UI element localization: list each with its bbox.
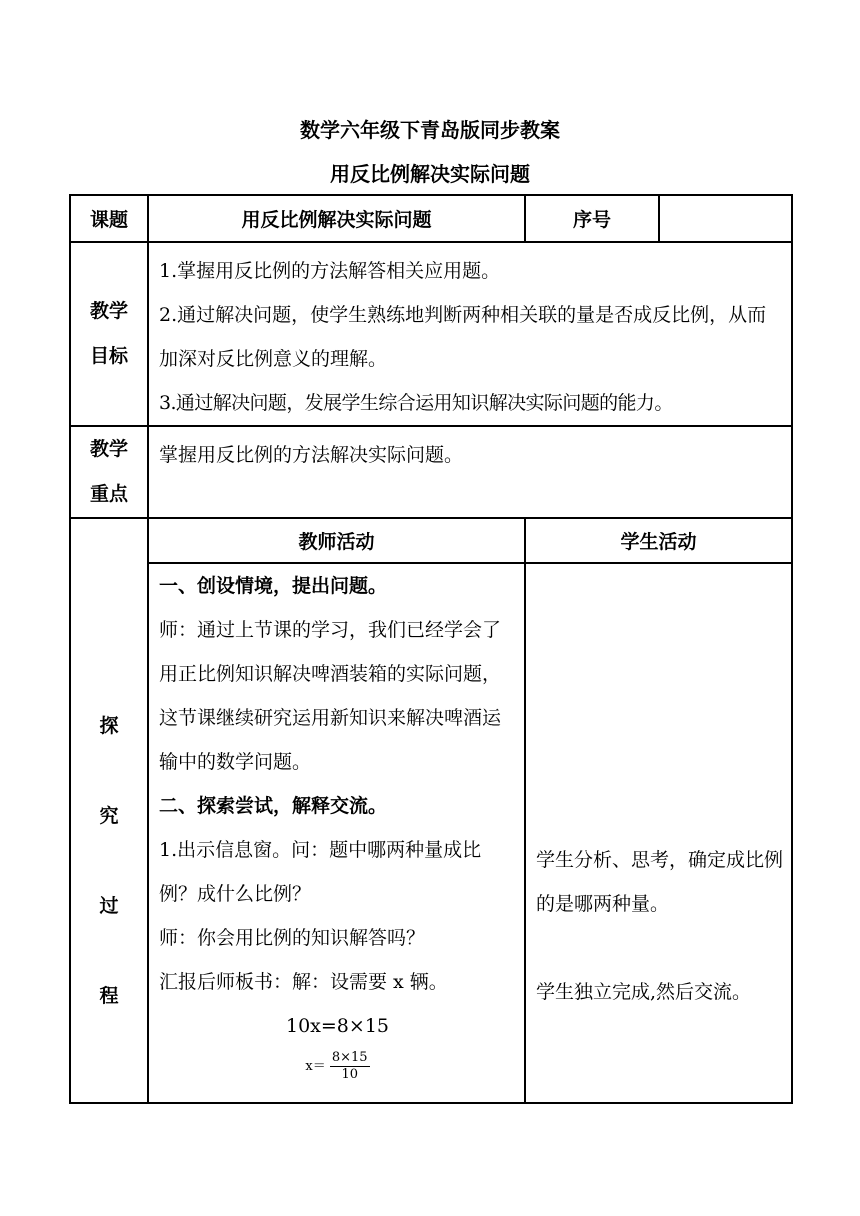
- section-heading: 二、探索尝试，解释交流。: [159, 795, 388, 817]
- teacher-paragraph: 师：通过上节课的学习，我们已经学会了用正比例知识解决啤酒装箱的实际问题，这节课继续研究运用新知识来解决啤酒运输中的数学问题。: [159, 619, 502, 773]
- lesson-subtitle: 用反比例解决实际问题: [330, 162, 530, 186]
- teacher-paragraph: 汇报后师板书：解：设需要 x 辆。: [159, 971, 448, 993]
- equation: 10x=8×15: [286, 1015, 389, 1037]
- seq-value: [659, 195, 792, 242]
- goal-item: 1.掌握用反比例的方法解答相关应用题。: [159, 260, 501, 282]
- fraction: [330, 1050, 370, 1083]
- teacher-activity-cell: [148, 563, 525, 1103]
- topic-row: [70, 195, 792, 242]
- page-title: 数学六年级下青岛版同步教案: [300, 118, 560, 142]
- fraction-equation: [159, 1050, 516, 1083]
- student-paragraph: 学生分析、思考，确定成比例的是哪两种量。: [536, 849, 784, 915]
- topic-value: 用反比例解决实际问题: [148, 195, 525, 242]
- fraction-numerator: 8×15: [331, 1050, 368, 1065]
- focus-row: [70, 426, 792, 518]
- student-activity-cell: [525, 563, 792, 1103]
- student-activity-header: 学生活动: [525, 518, 792, 563]
- goals-label: 教学目标: [70, 242, 148, 426]
- process-char: 程: [99, 984, 119, 1007]
- process-char: 究: [99, 804, 119, 827]
- student-paragraph: 学生独立完成,然后交流。: [536, 981, 752, 1003]
- activity-header-row: [70, 518, 792, 563]
- process-char: 探: [99, 714, 119, 737]
- goals-row: [70, 242, 792, 426]
- process-char: 过: [99, 894, 119, 917]
- goal-item: 3.通过解决问题，发展学生综合运用知识解决实际问题的能力。: [159, 392, 673, 414]
- focus-label: 教学重点: [70, 426, 148, 518]
- teacher-paragraph: 1.出示信息窗。问：题中哪两种量成比例？成什么比例？: [159, 839, 482, 905]
- focus-text: 掌握用反比例的方法解决实际问题。: [148, 426, 792, 518]
- teacher-paragraph: 师：你会用比例的知识解答吗？: [159, 927, 426, 949]
- goals-cell: [148, 242, 792, 426]
- seq-label: 序号: [525, 195, 659, 242]
- teacher-activity-header: 教师活动: [148, 518, 525, 563]
- section-heading: 一、创设情境，提出问题。: [159, 575, 388, 597]
- fraction-denominator: 10: [341, 1067, 358, 1082]
- fraction-lhs: x＝: [305, 1059, 326, 1074]
- activity-content-row: [70, 563, 792, 1103]
- lesson-plan-table: [69, 194, 793, 1104]
- goal-item: 2.通过解决问题，使学生熟练地判断两种相关联的量是否成反比例，从而加深对反比例意义的理解。: [159, 304, 767, 370]
- topic-label: 课题: [70, 195, 148, 242]
- process-label: [70, 518, 148, 1103]
